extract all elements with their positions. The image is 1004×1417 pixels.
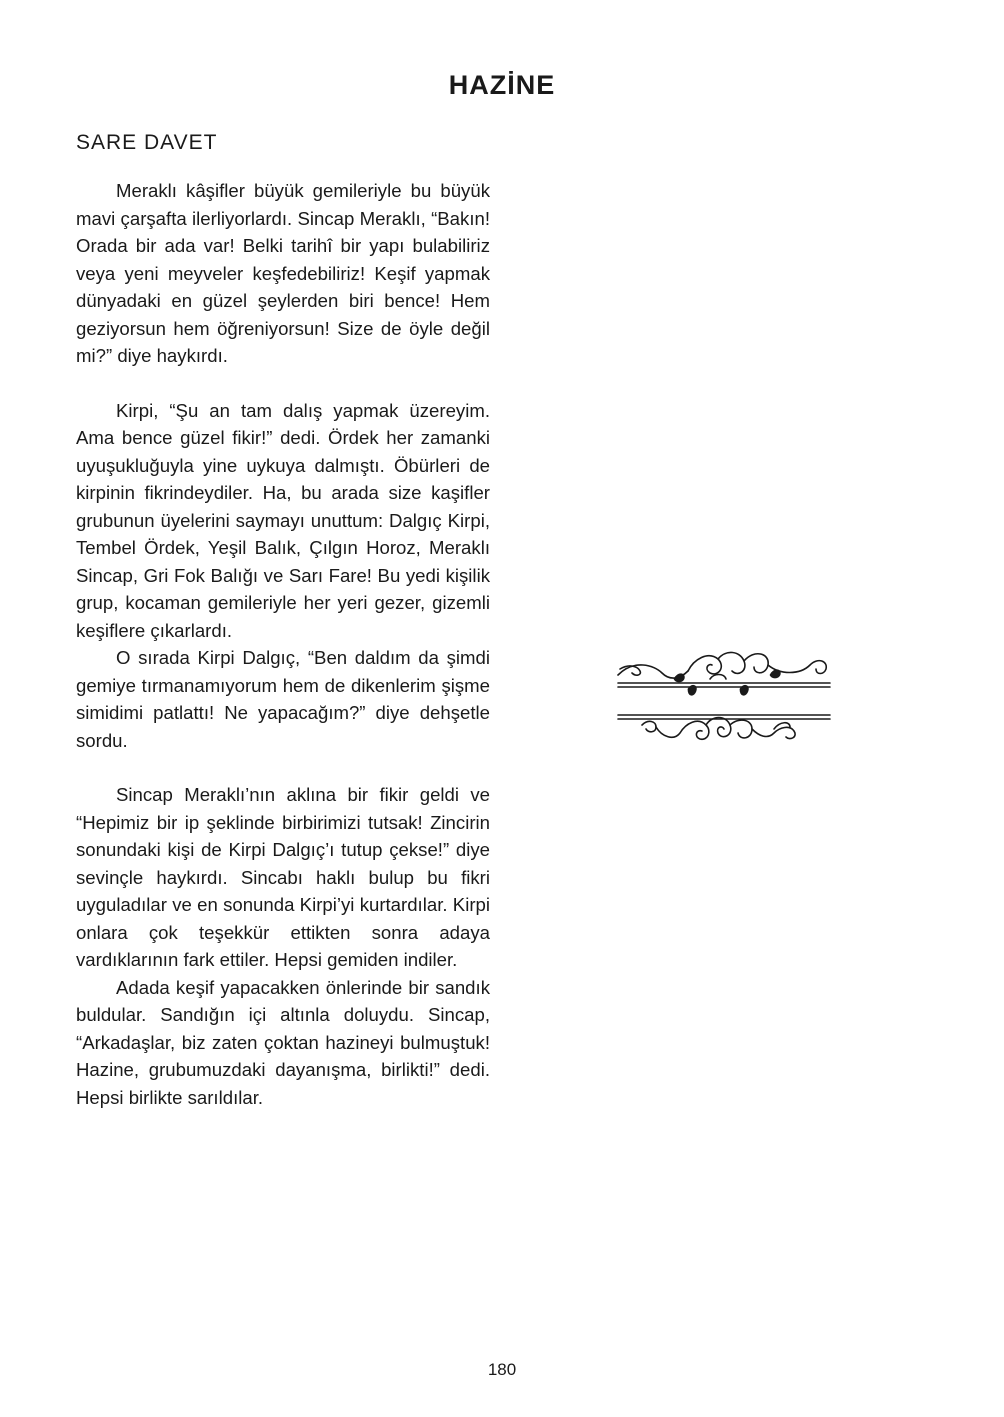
story-paragraph: Adada keşif yapacakken önlerinde bir sandık buldular. Sandığın içi altınla doluydu. Sincap, “Arkadaşlar, biz zaten çoktan hazineyi bulmuştuk! Hazine, grubumuzdaki dayanışma, birlikti!” dedi. Hepsi birlikte sarıldılar. bbox=[76, 976, 490, 1108]
page-title: HAZİNE bbox=[448, 70, 556, 100]
story-paragraph: Kirpi, “Şu an tam dalış yapmak üzereyim. Ama bence güzel fikir!” dedi. Ördek her zamanki uyuşukluğuyla yine uykuya dalmıştı. Öbürleri de kirpinin fikrindeydiler. Ha, bu arada size kaşifler grubunun üyelerini saymayı unuttum: Dalgıç Kirpi, Tembel Ördek, Yeşil Balık, Çılgın Horoz, Meraklı Sincap, Gri Fok Balığı ve Sarı Fare! Bu yedi kişilik grup, kocaman gemileriyle her yeri gezer, gizemli keşiflere çıkarlardı. bbox=[76, 399, 490, 641]
story-paragraph: O sırada Kirpi Dalgıç, “Ben daldım da şimdi gemiye tırmanamıyorum hem de dikenlerim şişme simidimi patlattı! Ne yapacağım?” diye dehşetle sordu. bbox=[76, 647, 490, 751]
story-paragraph: Meraklı kâşifler büyük gemileriyle bu büyük mavi çarşafta ilerliyorlardı. Sincap Meraklı, “Bakın! Orada bir ada var! Belki tarihî bir yapı bulabiliriz veya yeni meyveler keşfedebiliriz! Keşif yapmak dünyadaki en güzel şeylerden biri bence! Hem geziyorsun hem öğreniyorsun! Size de öyle değil mi?” diye haykırdı. bbox=[76, 180, 490, 366]
story-paragraph: Sincap Meraklı’nın aklına bir fikir geldi ve “Hepimiz bir ip şeklinde birbirimizi tutsak! Zincirin sonundaki kişi de Kirpi Dalgıç’ı tutup çekse!” diye sevinçle haykırdı. Sincabı haklı bulup bu fikri uyguladılar ve en sonunda Kirpi’yi kurtardılar. Kirpi onlara çok teşekkür ettikten sonra adaya vardıklarının fark ettiler. Hepsi gemiden indiler. bbox=[76, 784, 490, 970]
page-number: 180 bbox=[487, 1360, 517, 1379]
flourish-divider-icon bbox=[614, 645, 832, 747]
author-name: SARE DAVET bbox=[76, 131, 218, 154]
story-body bbox=[76, 177, 490, 1111]
